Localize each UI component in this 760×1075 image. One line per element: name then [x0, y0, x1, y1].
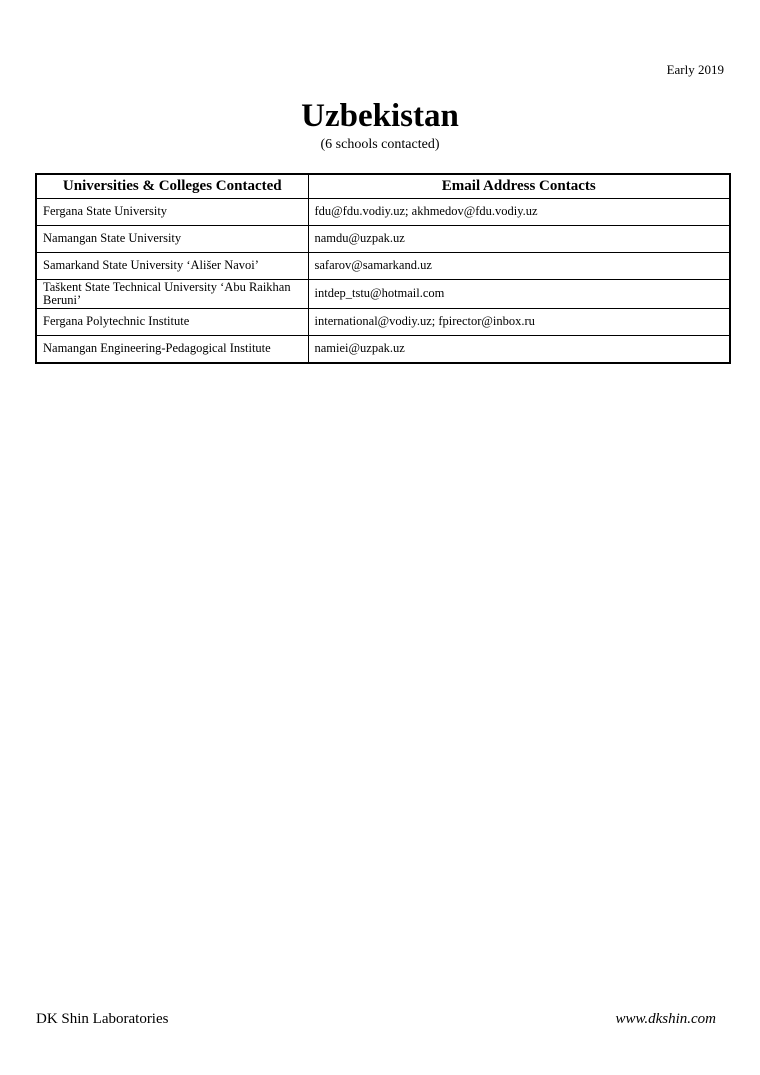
school-name-cell: Samarkand State University ‘Ališer Navoi’	[36, 253, 308, 280]
school-name-cell: Namangan State University	[36, 226, 308, 253]
table-header-row	[36, 174, 730, 199]
email-cell: namdu@uzpak.uz	[308, 226, 730, 253]
table-row	[36, 309, 730, 336]
document-date: Early 2019	[666, 62, 724, 77]
email-cell: namiei@uzpak.uz	[308, 336, 730, 364]
email-cell: international@vodiy.uz; fpirector@inbox.ru	[308, 309, 730, 336]
school-name-cell: Namangan Engineering-Pedagogical Institute	[36, 336, 308, 364]
email-cell: fdu@fdu.vodiy.uz; akhmedov@fdu.vodiy.uz	[308, 199, 730, 226]
column-header-emails: Email Address Contacts	[308, 174, 730, 199]
page-subtitle: (6 schools contacted)	[320, 137, 440, 152]
column-header-schools: Universities & Colleges Contacted	[36, 174, 308, 199]
table-row	[36, 253, 730, 280]
school-name-cell: Fergana Polytechnic Institute	[36, 309, 308, 336]
school-name-cell: Fergana State University	[36, 199, 308, 226]
footer-website: www.dkshin.com	[615, 1011, 716, 1027]
school-name-cell: Taškent State Technical University ‘Abu Raikhan Beruni’	[36, 280, 308, 309]
table-row	[36, 280, 730, 309]
page-title: Uzbekistan	[301, 98, 459, 134]
contacts-table	[35, 173, 731, 364]
table-row	[36, 226, 730, 253]
table-row	[36, 336, 730, 364]
table-row	[36, 199, 730, 226]
email-cell: safarov@samarkand.uz	[308, 253, 730, 280]
footer-organization: DK Shin Laboratories	[36, 1011, 169, 1027]
email-cell: intdep_tstu@hotmail.com	[308, 280, 730, 309]
